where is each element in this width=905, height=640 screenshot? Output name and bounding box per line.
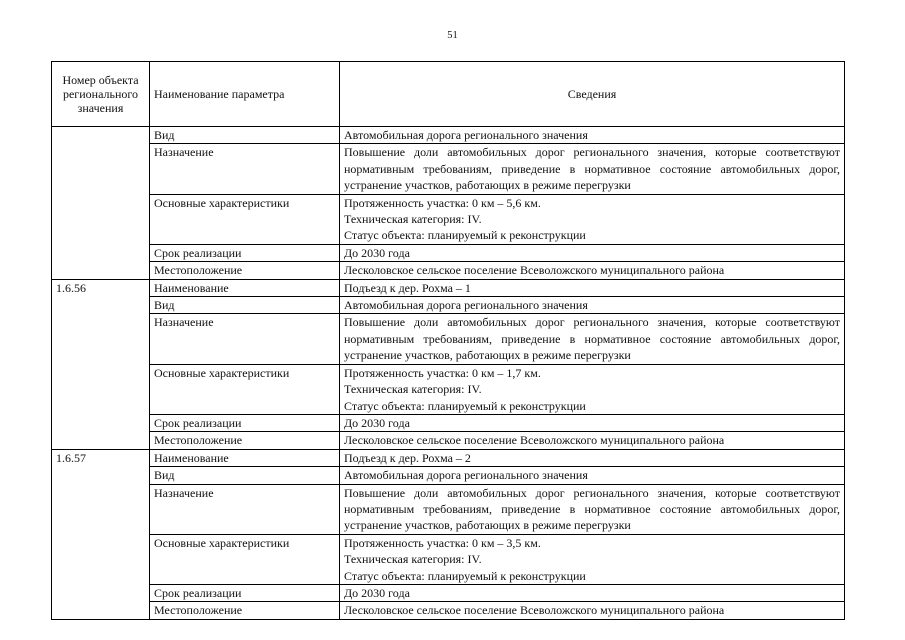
parameter-name-cell: Назначение	[150, 314, 340, 364]
table-row	[52, 484, 845, 534]
details-cell	[340, 432, 845, 449]
object-number-cell: 1.6.56	[52, 279, 150, 449]
parameter-name-cell: Вид	[150, 127, 340, 144]
table-row	[52, 244, 845, 261]
details-line: Подъезд к дер. Рохма – 1	[344, 280, 471, 295]
details-cell	[340, 449, 845, 466]
details-line: Повышение доли автомобильных дорог регионального значения, которые соответствуют нормативным требованиям, приведение в нормативное состояние автомобильных дорог, устранение участков, работающих в режиме перегрузки	[344, 485, 840, 533]
header-parameter-name: Наименование параметра	[150, 62, 340, 127]
details-line: Статус объекта: планируемый к реконструкции	[344, 568, 586, 583]
parameter-name-cell: Местоположение	[150, 602, 340, 619]
table-row	[52, 449, 845, 466]
details-line: Подъезд к дер. Рохма – 2	[344, 450, 471, 465]
table-row	[52, 534, 845, 584]
parameter-name-cell: Срок реализации	[150, 414, 340, 431]
parameter-name-cell: Назначение	[150, 484, 340, 534]
table-body	[52, 127, 845, 620]
details-cell	[340, 467, 845, 484]
details-cell	[340, 279, 845, 296]
object-number-cell	[52, 127, 150, 280]
details-line: Статус объекта: планируемый к реконструкции	[344, 398, 586, 413]
table-row	[52, 584, 845, 601]
table-row	[52, 194, 845, 244]
details-line: До 2030 года	[344, 585, 410, 600]
details-line: Лесколовское сельское поселение Всеволожского муниципального района	[344, 603, 725, 618]
parameter-name-cell: Наименование	[150, 279, 340, 296]
parameter-name-cell: Срок реализации	[150, 244, 340, 261]
details-cell	[340, 414, 845, 431]
parameter-name-cell: Основные характеристики	[150, 364, 340, 414]
details-line: Техническая категория: IV.	[344, 382, 482, 397]
header-details: Сведения	[340, 62, 845, 127]
parameter-name-cell: Наименование	[150, 449, 340, 466]
details-cell	[340, 584, 845, 601]
table-row	[52, 262, 845, 279]
details-cell	[340, 314, 845, 364]
table-row	[52, 602, 845, 619]
details-line: Повышение доли автомобильных дорог регионального значения, которые соответствуют нормативным требованиям, приведение в нормативное состояние автомобильных дорог, устранение участков, работающих в режиме перегрузки	[344, 315, 840, 363]
parameter-name-cell: Назначение	[150, 144, 340, 194]
details-line: Протяженность участка: 0 км – 1,7 км.	[344, 365, 541, 380]
details-cell	[340, 194, 845, 244]
details-line: Протяженность участка: 0 км – 5,6 км.	[344, 195, 541, 210]
parameter-name-cell: Местоположение	[150, 262, 340, 279]
parameter-name-cell: Вид	[150, 297, 340, 314]
table-row	[52, 127, 845, 144]
page-number: 51	[447, 30, 458, 41]
table-row	[52, 364, 845, 414]
details-cell	[340, 484, 845, 534]
table-row	[52, 279, 845, 296]
parameter-name-cell: Срок реализации	[150, 584, 340, 601]
details-line: Автомобильная дорога регионального значения	[344, 128, 588, 142]
details-line: Протяженность участка: 0 км – 3,5 км.	[344, 535, 541, 550]
table-row	[52, 144, 845, 194]
details-line: До 2030 года	[344, 415, 410, 430]
parameter-name-cell: Основные характеристики	[150, 194, 340, 244]
table-row	[52, 432, 845, 449]
object-number-cell: 1.6.57	[52, 449, 150, 619]
details-line: Техническая категория: IV.	[344, 552, 482, 567]
details-line: Лесколовское сельское поселение Всеволожского муниципального района	[344, 433, 725, 448]
details-line: Техническая категория: IV.	[344, 212, 482, 227]
details-cell	[340, 262, 845, 279]
parameter-name-cell: Основные характеристики	[150, 534, 340, 584]
parameters-table	[51, 61, 845, 620]
table-row	[52, 297, 845, 314]
table-row	[52, 314, 845, 364]
details-line: Автомобильная дорога регионального значения	[344, 298, 588, 313]
details-cell	[340, 364, 845, 414]
details-cell	[340, 144, 845, 194]
parameter-name-cell: Вид	[150, 467, 340, 484]
table-row	[52, 467, 845, 484]
details-cell	[340, 127, 845, 144]
details-line: До 2030 года	[344, 245, 410, 260]
table-row	[52, 414, 845, 431]
details-cell	[340, 602, 845, 619]
parameter-name-cell: Местоположение	[150, 432, 340, 449]
details-line: Автомобильная дорога регионального значения	[344, 468, 588, 483]
header-object-number: Номер объекта регионального значения	[52, 62, 150, 127]
table-header-row	[52, 62, 845, 127]
details-line: Повышение доли автомобильных дорог регионального значения, которые соответствуют нормативным требованиям, приведение в нормативное состояние автомобильных дорог, устранение участков, работающих в режиме перегрузки	[344, 145, 840, 193]
details-cell	[340, 534, 845, 584]
details-line: Статус объекта: планируемый к реконструкции	[344, 228, 586, 243]
details-cell	[340, 297, 845, 314]
details-cell	[340, 244, 845, 261]
details-line: Лесколовское сельское поселение Всеволожского муниципального района	[344, 263, 725, 278]
